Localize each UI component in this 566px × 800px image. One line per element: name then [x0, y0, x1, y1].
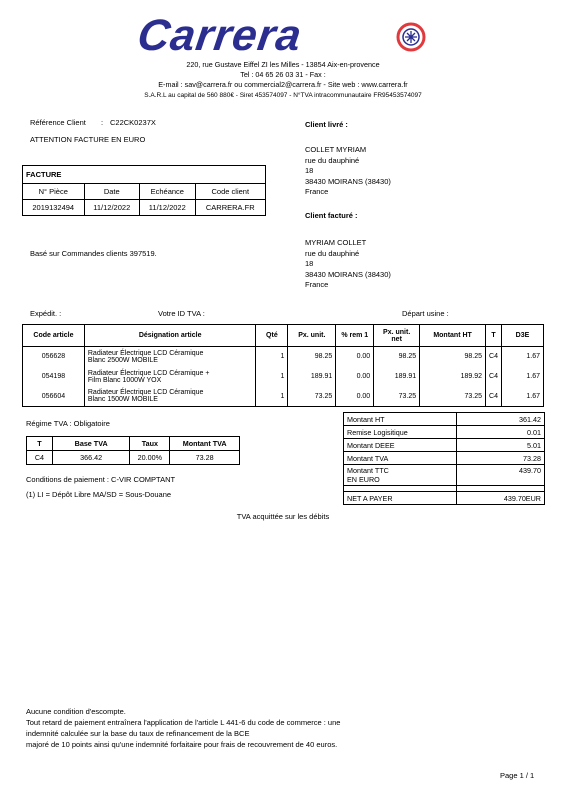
base-note: Basé sur Commandes clients 397519. — [30, 249, 157, 258]
net-a-payer-label: NET A PAYER — [344, 492, 457, 505]
logo-text: Carrera — [134, 11, 306, 60]
ttc-value: 439.70 — [457, 465, 545, 486]
items-header-rem: % rem 1 — [336, 325, 374, 347]
regime-tva: Régime TVA : Obligatoire — [26, 419, 110, 428]
totals-row — [344, 413, 545, 426]
items-header-designation: Désignation article — [84, 325, 256, 347]
ttc-label — [344, 465, 457, 486]
client-facture-line: 38430 MOIRANS (38430) — [305, 269, 391, 279]
tva-total-label: Montant TVA — [344, 452, 457, 465]
company-legal: S.A.R.L au capital de 560 880€ - Siret 453574097 - N°TVA intracommunautaire FR95453574097 — [144, 92, 422, 99]
item-montant: 73.25 — [420, 387, 486, 407]
facture-table — [22, 165, 266, 216]
item-px-net: 73.25 — [374, 387, 420, 407]
facture-code-client: CARRERA.FR — [195, 200, 265, 216]
tva-total-value: 73.28 — [457, 452, 545, 465]
items-header-px-net: Px. unit. net — [374, 325, 420, 347]
tva-montant: 73.28 — [170, 451, 240, 465]
item-t: C4 — [486, 387, 502, 407]
facture-header-date: Date — [84, 184, 140, 200]
item-d3e: 1.67 — [501, 367, 543, 387]
item-designation-line: Radiateur Électrique LCD Céramique — [87, 349, 204, 357]
page-number: Page 1 / 1 — [500, 771, 535, 780]
tva-t: C4 — [27, 451, 53, 465]
depot-legend: (1) LI = Dépôt Libre MA/SD = Sous-Douane — [26, 490, 172, 499]
facture-header-echeance: Echéance — [140, 184, 196, 200]
item-t: C4 — [486, 367, 502, 387]
totals-table — [343, 412, 545, 505]
client-livre-line: 38430 MOIRANS (38430) — [305, 176, 391, 186]
deee-value: 5.01 — [457, 439, 545, 452]
client-livre-line: 18 — [305, 166, 314, 175]
footer-line: Tout retard de paiement entraînera l'application de l'article L 441-6 du code de commerce : une — [26, 718, 341, 727]
footer-line: indemnité calculée sur la base du taux de refinancement de la BCE — [26, 729, 250, 738]
item-px-unit: 73.25 — [288, 387, 336, 407]
client-livre-line: COLLET MYRIAM — [305, 145, 367, 154]
ttc-label-line: Montant TTC — [347, 466, 389, 475]
item-d3e: 1.67 — [501, 347, 543, 367]
tva-value-row — [27, 451, 240, 465]
table-row — [23, 367, 544, 387]
depart-usine-label: Départ usine : — [402, 309, 449, 318]
ttc-label-line: EN EURO — [347, 475, 380, 484]
client-livre-address — [305, 145, 391, 198]
client-livre-title: Client livré : — [305, 120, 348, 129]
reference-label: Référence Client — [30, 118, 86, 127]
items-header-montant: Montant HT — [420, 325, 486, 347]
facture-title-row — [23, 166, 266, 184]
totals-row — [344, 465, 545, 486]
items-header-qte: Qté — [256, 325, 288, 347]
expedit-label: Expédit. : — [30, 309, 62, 318]
facture-title: FACTURE — [23, 166, 266, 184]
client-facture-line: MYRIAM COLLET — [305, 238, 367, 247]
item-qte: 1 — [256, 387, 288, 407]
tva-taux: 20.00% — [130, 451, 170, 465]
net-a-payer-value: 439.70EUR — [457, 492, 545, 505]
facture-header-code-client: Code client — [195, 184, 265, 200]
item-rem: 0.00 — [336, 347, 374, 367]
item-qte: 1 — [256, 367, 288, 387]
payment-conditions: Conditions de paiement : C-VIR COMPTANT — [26, 475, 176, 484]
client-facture-address — [305, 238, 391, 291]
remise-value: 0.01 — [457, 426, 545, 439]
items-table — [22, 324, 544, 407]
item-montant: 189.92 — [420, 367, 486, 387]
tva-table — [26, 436, 240, 465]
item-designation-line: Blanc 2500W MOBILE — [87, 356, 158, 364]
client-facture-line: 18 — [305, 259, 314, 268]
items-header-t: T — [486, 325, 502, 347]
item-rem: 0.00 — [336, 387, 374, 407]
client-livre-line: France — [305, 187, 329, 196]
company-logo — [134, 11, 438, 60]
client-facture-line: rue du dauphiné — [305, 248, 360, 258]
item-designation-line: Film Blanc 1000W YOX — [87, 376, 162, 384]
item-designation-line: Radiateur Électrique LCD Céramique + — [87, 369, 210, 377]
remise-label: Remise Logisitique — [344, 426, 457, 439]
client-livre-line: rue du dauphiné — [305, 155, 360, 165]
facture-header-row — [23, 184, 266, 200]
facture-piece: 2019132494 — [23, 200, 85, 216]
item-montant: 98.25 — [420, 347, 486, 367]
table-row — [23, 347, 544, 367]
item-px-unit: 189.91 — [288, 367, 336, 387]
item-designation — [84, 387, 256, 407]
client-facture-title: Client facturé : — [305, 211, 358, 220]
item-code: 056604 — [23, 387, 85, 407]
items-header-d3e: D3E — [501, 325, 543, 347]
tva-header-taux: Taux — [130, 437, 170, 451]
reference-separator: : — [101, 118, 104, 127]
montant-ht-label: Montant HT — [344, 413, 457, 426]
company-address: 220, rue Gustave Eiffel ZI les Milles - 13854 Aix-en-provence — [186, 60, 380, 69]
facture-echeance: 11/12/2022 — [140, 200, 196, 216]
footer-line: majoré de 10 points ainsi qu'une indemnité forfaitaire pour frais de recouvrement de 40 euros. — [26, 740, 338, 749]
votre-id-tva-label: Votre ID TVA : — [158, 309, 205, 318]
tva-header-t: T — [27, 437, 53, 451]
footer-terms — [26, 706, 340, 750]
totals-row — [344, 439, 545, 452]
footer-line: Aucune condition d'escompte. — [26, 707, 126, 716]
item-code: 056628 — [23, 347, 85, 367]
items-header-row — [23, 325, 544, 347]
tva-header-montant: Montant TVA — [170, 437, 240, 451]
reference-value: C22CK0237X — [110, 118, 156, 127]
attention-note: ATTENTION FACTURE EN EURO — [30, 135, 146, 144]
item-px-net: 189.91 — [374, 367, 420, 387]
item-t: C4 — [486, 347, 502, 367]
company-email: E-mail : sav@carrera.fr ou commercial2@carrera.fr - Site web : www.carrera.fr — [158, 80, 408, 89]
item-designation-line: Blanc 1500W MOBILE — [87, 396, 158, 404]
item-code: 054198 — [23, 367, 85, 387]
totals-row — [344, 452, 545, 465]
item-d3e: 1.67 — [501, 387, 543, 407]
item-px-unit: 98.25 — [288, 347, 336, 367]
tva-header-base: Base TVA — [52, 437, 130, 451]
table-row — [23, 387, 544, 407]
facture-header-piece: N° Pièce — [23, 184, 85, 200]
facture-value-row — [23, 200, 266, 216]
item-rem: 0.00 — [336, 367, 374, 387]
item-designation-line: Radiateur Électrique LCD Céramique — [87, 389, 204, 397]
facture-date: 11/12/2022 — [84, 200, 140, 216]
company-phone: Tel : 04 65 26 03 31 - Fax : — [240, 70, 326, 79]
deee-label: Montant DEEE — [344, 439, 457, 452]
totals-row — [344, 492, 545, 505]
tva-note: TVA acquittée sur les débits — [236, 512, 330, 521]
item-designation — [84, 367, 256, 387]
totals-row — [344, 426, 545, 439]
tva-base: 366.42 — [52, 451, 130, 465]
tva-header-row — [27, 437, 240, 451]
item-designation — [84, 347, 256, 367]
montant-ht-value: 361.42 — [457, 413, 545, 426]
client-facture-line: France — [305, 280, 329, 289]
item-px-net: 98.25 — [374, 347, 420, 367]
item-qte: 1 — [256, 347, 288, 367]
items-header-code: Code article — [23, 325, 85, 347]
logo-swirl-icon — [396, 22, 426, 52]
items-header-px-unit: Px. unit. — [288, 325, 336, 347]
